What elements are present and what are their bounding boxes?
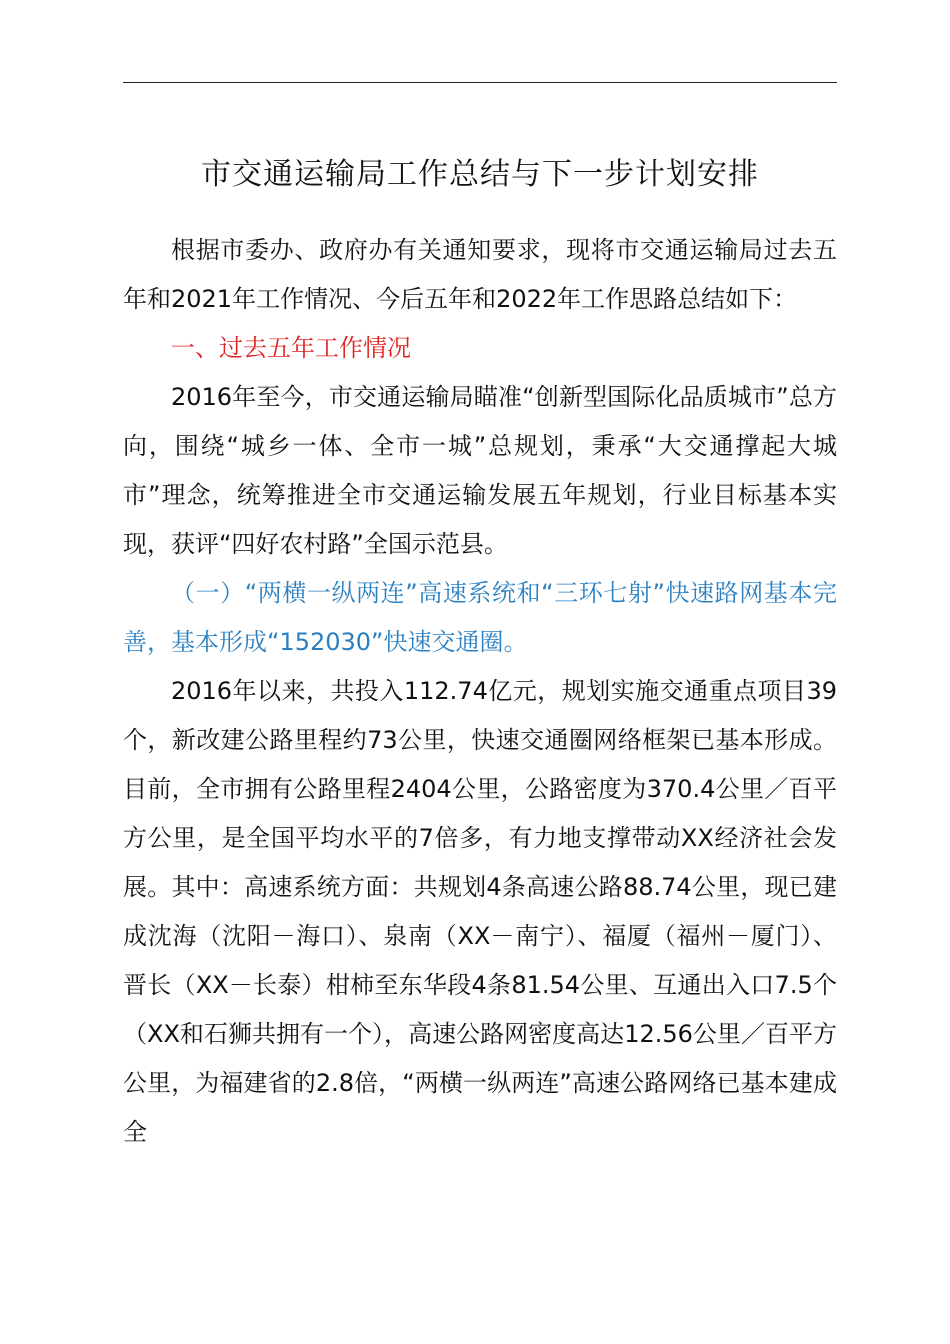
header-rule [123, 82, 837, 83]
overview-paragraph: 2016年至今，市交通运输局瞄准“创新型国际化品质城市”总方向，围绕“城乡一体、全市一城”总规划，秉承“大交通撑起大城市”理念，统筹推进全市交通运输发展五年规划，行业目标基本实现，获评“四好农村路”全国示范县。 [123, 383, 837, 558]
document-body [123, 226, 837, 1157]
highway-details-paragraph: 2016年以来，共投入112.74亿元，规划实施交通重点项目39个，新改建公路里程约73公里，快速交通圈网络框架已基本形成。目前，全市拥有公路里程2404公里，公路密度为370.4公里／百平方公里，是全国平均水平的7倍多，有力地支撑带动XX经济社会发展。其中：高速系统方面：共规划4条高速公路88.74公里，现已建成沈海（沈阳－海口）、泉南（XX－南宁）、福厦（福州－厦门）、晋长（XX－长泰）柑柿至东华段4条81.54公里、互通出入口7.5个（XX和石狮共拥有一个），高速公路网密度高达12.56公里／百平方公里，为福建省的2.8倍，“两横一纵两连”高速公路网络已基本建成全 [123, 677, 837, 1146]
intro-paragraph: 根据市委办、政府办有关通知要求，现将市交通运输局过去五年和2021年工作情况、今后五年和2022年工作思路总结如下： [123, 236, 837, 313]
section-heading-past-five-years: 一、过去五年工作情况 [171, 334, 411, 362]
subsection-heading-highway-system: （一）“两横一纵两连”高速系统和“三环七射”快速路网基本完善，基本形成“152030”快速交通圈。 [123, 579, 837, 656]
document-title: 市交通运输局工作总结与下一步计划安排 [201, 157, 759, 192]
